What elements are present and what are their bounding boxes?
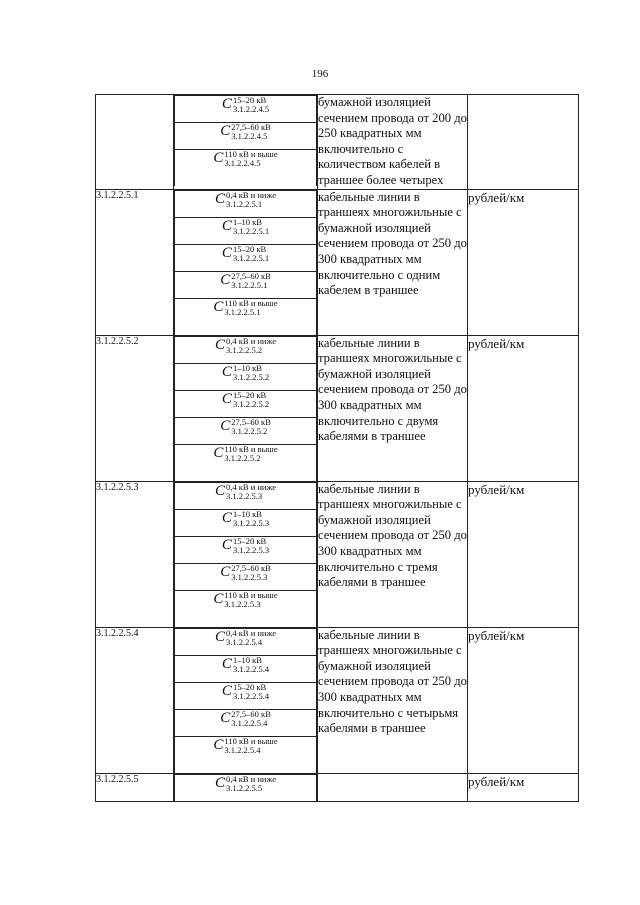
rate-symbol-letter: C [221, 96, 232, 113]
voltage-class: 15–20 кВ [232, 95, 267, 105]
rate-symbols-cell [174, 773, 318, 801]
rate-symbol-letter: C [220, 271, 231, 288]
rate-index: 3.1.2.2.5.1 [226, 198, 263, 209]
rate-symbol [175, 390, 317, 417]
rate-symbol-letter: C [220, 417, 231, 434]
row-unit: рублей/км [468, 189, 579, 335]
table-body [96, 95, 579, 802]
voltage-class: 0,4 кВ и ниже [226, 773, 276, 784]
rate-index: 3.1.2.2.5.2 [226, 344, 263, 355]
rate-index: 3.1.2.2.5.2 [232, 398, 270, 409]
rate-symbol-letter: C [221, 217, 232, 234]
rate-index: 3.1.2.2.5.4 [226, 636, 263, 647]
rate-symbol [175, 217, 317, 244]
row-unit: рублей/км [468, 481, 579, 627]
rate-symbol [175, 150, 317, 187]
rate-symbol-letter: C [213, 298, 224, 315]
rate-symbols-cell [174, 95, 318, 190]
rate-symbols-cell [174, 481, 318, 627]
rate-symbol [175, 628, 317, 655]
rate-symbol [175, 655, 317, 682]
rate-index: 3.1.2.2.5.2 [232, 371, 270, 382]
voltage-class: 1–10 кВ [232, 362, 262, 373]
voltage-class: 110 кВ и выше [224, 443, 278, 454]
row-description: кабельные линии в траншеях многожильные с бумажной изоляцией сечением провода от 250 до 300 квадратных мм включительно с четырьмя кабелями в траншее [318, 627, 468, 773]
page-number: 196 [311, 68, 329, 80]
table-row [96, 481, 579, 627]
rate-symbol-letter: C [215, 336, 226, 353]
voltage-class: 15–20 кВ [232, 681, 267, 692]
rate-index: 3.1.2.2.4.5 [231, 131, 268, 141]
rate-index: 3.1.2.2.5.1 [232, 225, 270, 236]
rate-symbol-letter: C [215, 482, 226, 499]
rate-symbol-letter: C [221, 536, 232, 553]
row-unit [468, 95, 579, 190]
row-description: кабельные линии в траншеях многожильные с бумажной изоляцией сечением провода от 250 до 300 квадратных мм включительно с тремя кабелями в траншее [318, 481, 468, 627]
rate-symbol-letter: C [220, 123, 231, 140]
table-row [96, 773, 579, 801]
row-code: 3.1.2.2.5.4 [96, 627, 174, 773]
rate-symbol [175, 590, 317, 627]
row-description: кабельные линии в траншеях многожильные с бумажной изоляцией сечением провода от 250 до 300 квадратных мм включительно с одним кабелем в траншее [318, 189, 468, 335]
rate-symbol-letter: C [220, 709, 231, 726]
rate-symbol [175, 774, 317, 801]
row-unit: рублей/км [468, 335, 579, 481]
rate-symbol [175, 563, 317, 590]
voltage-class: 0,4 кВ и ниже [226, 481, 276, 492]
row-description: кабельные линии в траншеях многожильные с бумажной изоляцией сечением провода от 250 до 300 квадратных мм включительно с двумя кабелями в траншее [318, 335, 468, 481]
voltage-class: 0,4 кВ и ниже [226, 189, 276, 200]
rate-symbol [175, 123, 317, 150]
rate-index: 3.1.2.2.5.4 [231, 717, 268, 728]
voltage-class: 27,5–60 кВ [231, 562, 271, 573]
voltage-class: 110 кВ и выше [224, 297, 278, 308]
voltage-class: 1–10 кВ [232, 216, 262, 227]
rate-index: 3.1.2.2.5.3 [232, 517, 270, 528]
rate-symbol [175, 336, 317, 363]
rate-index: 3.1.2.2.5.5 [226, 782, 263, 793]
rate-symbol [175, 96, 317, 123]
row-code: 3.1.2.2.5.1 [96, 189, 174, 335]
row-unit: рублей/км [468, 627, 579, 773]
table-row [96, 335, 579, 481]
rate-index: 3.1.2.2.5.2 [224, 452, 261, 463]
row-code [96, 95, 174, 190]
rate-symbol [175, 271, 317, 298]
rate-symbols-cell [174, 335, 318, 481]
rate-symbol-letter: C [221, 682, 232, 699]
voltage-class: 1–10 кВ [232, 654, 262, 665]
rate-symbol-letter: C [215, 190, 226, 207]
rate-symbol-letter: C [213, 150, 224, 167]
rate-index: 3.1.2.2.5.2 [231, 425, 268, 436]
rate-symbol-letter: C [221, 390, 232, 407]
rate-symbol [175, 244, 317, 271]
voltage-class: 15–20 кВ [232, 243, 267, 254]
tariff-table [95, 94, 579, 802]
voltage-class: 110 кВ и выше [224, 149, 278, 159]
rate-symbol-letter: C [215, 774, 226, 791]
voltage-class: 27,5–60 кВ [231, 416, 271, 427]
rate-symbol-letter: C [221, 363, 232, 380]
rate-symbol [175, 298, 317, 335]
rate-symbol-letter: C [215, 628, 226, 645]
rate-index: 3.1.2.2.5.3 [231, 571, 268, 582]
rate-symbol [175, 444, 317, 481]
rate-symbol-letter: C [220, 563, 231, 580]
rate-index: 3.1.2.2.4.5 [232, 104, 270, 114]
voltage-class: 110 кВ и выше [224, 589, 278, 600]
rate-symbol [175, 190, 317, 217]
rate-symbols-cell [174, 627, 318, 773]
rate-symbol [175, 363, 317, 390]
rate-index: 3.1.2.2.5.4 [224, 744, 261, 755]
rate-index: 3.1.2.2.5.3 [232, 544, 270, 555]
rate-symbol-letter: C [221, 655, 232, 672]
row-description [318, 773, 468, 801]
rate-index: 3.1.2.2.5.4 [232, 690, 270, 701]
table-row [96, 189, 579, 335]
voltage-class: 1–10 кВ [232, 508, 262, 519]
voltage-class: 27,5–60 кВ [231, 708, 271, 719]
rate-symbol [175, 417, 317, 444]
row-code: 3.1.2.2.5.5 [96, 773, 174, 801]
rate-symbol-letter: C [213, 590, 224, 607]
table-row [96, 95, 579, 190]
rate-symbol [175, 536, 317, 563]
voltage-class: 0,4 кВ и ниже [226, 627, 276, 638]
rate-index: 3.1.2.2.5.3 [224, 598, 261, 609]
rate-symbol [175, 482, 317, 509]
rate-index: 3.1.2.2.5.1 [231, 279, 268, 290]
table-row [96, 627, 579, 773]
voltage-class: 15–20 кВ [232, 535, 267, 546]
row-code: 3.1.2.2.5.2 [96, 335, 174, 481]
rate-symbols-cell [174, 189, 318, 335]
rate-index: 3.1.2.2.5.1 [224, 306, 261, 317]
voltage-class: 27,5–60 кВ [231, 122, 271, 132]
rate-symbol [175, 736, 317, 773]
row-unit: рублей/км [468, 773, 579, 801]
row-description: бумажной изоляцией сечением провода от 200 до 250 квадратных мм включительно с количеством кабелей в траншее более четырех [318, 95, 468, 190]
rate-symbol-letter: C [213, 736, 224, 753]
rate-index: 3.1.2.2.5.4 [232, 663, 270, 674]
voltage-class: 15–20 кВ [232, 389, 267, 400]
rate-index: 3.1.2.2.5.3 [226, 490, 263, 501]
row-code: 3.1.2.2.5.3 [96, 481, 174, 627]
rate-index: 3.1.2.2.4.5 [224, 158, 261, 168]
rate-symbol-letter: C [221, 509, 232, 526]
rate-symbol [175, 509, 317, 536]
voltage-class: 0,4 кВ и ниже [226, 335, 276, 346]
rate-index: 3.1.2.2.5.1 [232, 252, 270, 263]
voltage-class: 110 кВ и выше [224, 735, 278, 746]
rate-symbol [175, 682, 317, 709]
rate-symbol [175, 709, 317, 736]
voltage-class: 27,5–60 кВ [231, 270, 271, 281]
rate-symbol-letter: C [213, 444, 224, 461]
rate-symbol-letter: C [221, 244, 232, 261]
